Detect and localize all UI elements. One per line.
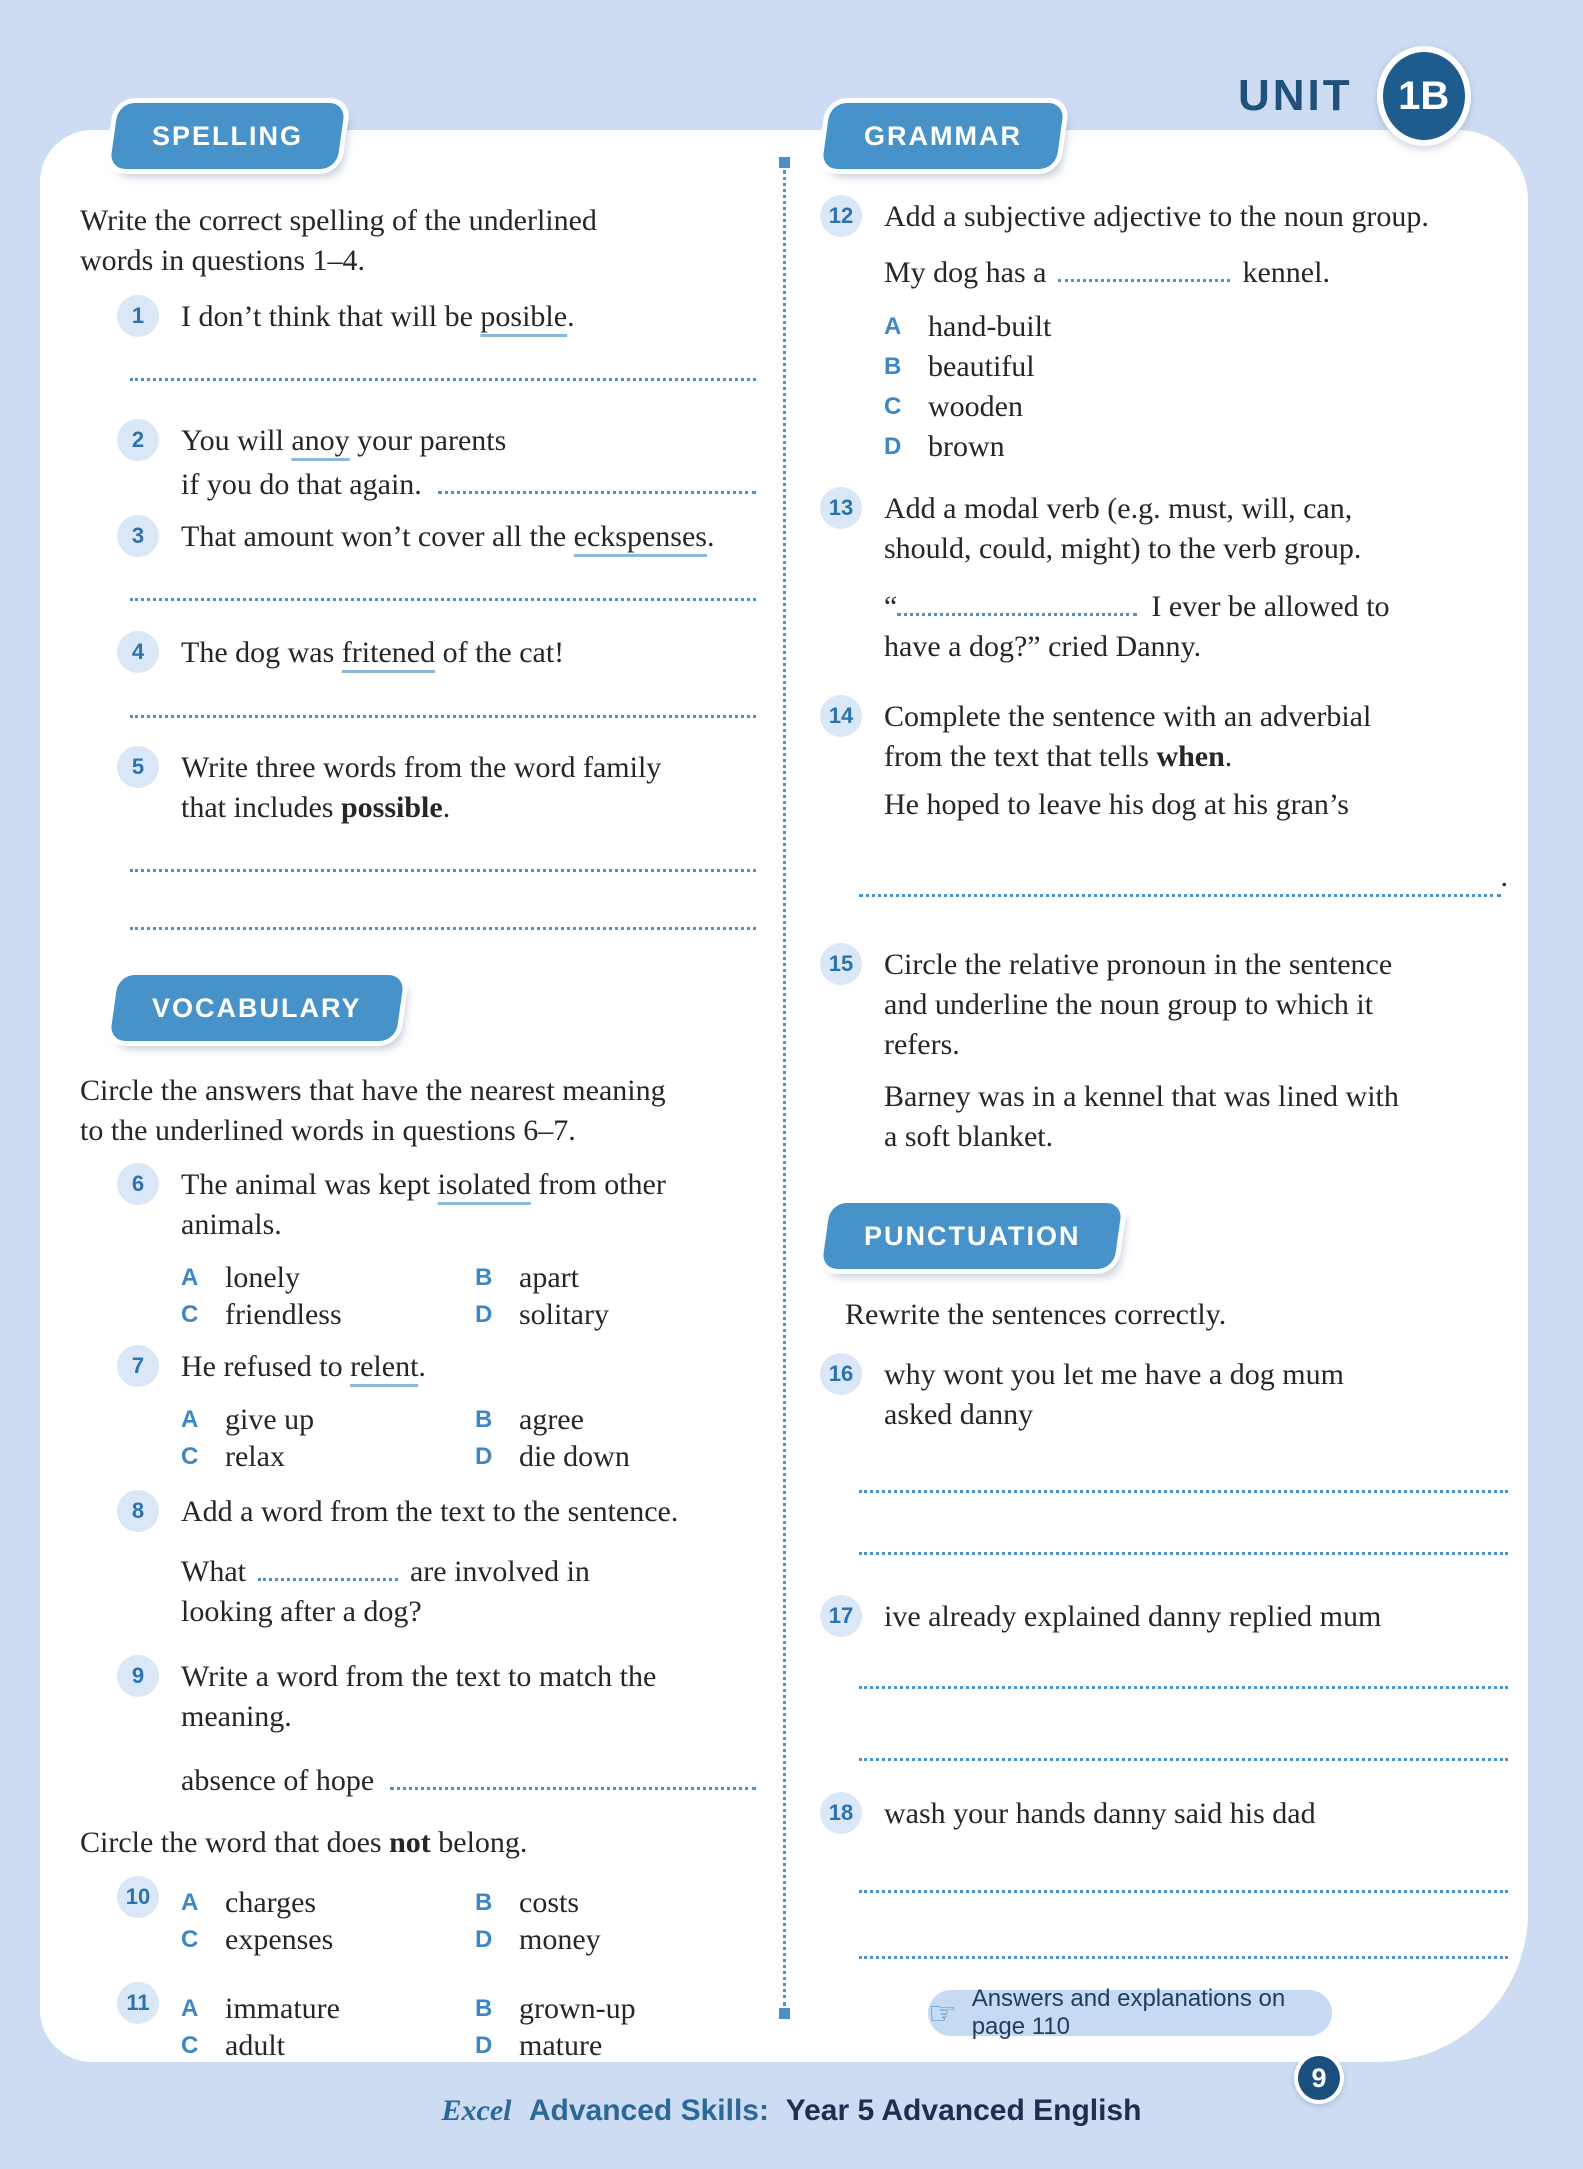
option-letter: B xyxy=(475,1995,493,2022)
option-text: beautiful xyxy=(928,350,1035,383)
punctuation-instruction: Rewrite the sentences correctly. xyxy=(845,1298,1227,1331)
answer-line xyxy=(859,1487,1508,1493)
option-letter: A xyxy=(181,1995,199,2022)
option-text: agree xyxy=(519,1403,584,1436)
option-letter: C xyxy=(181,1926,199,1953)
question-text: Complete the sentence with an adverbial xyxy=(884,700,1372,733)
option-a xyxy=(181,1884,475,1921)
question-number: 5 xyxy=(117,746,159,788)
answer-line xyxy=(859,1887,1508,1893)
question-number: 10 xyxy=(117,1876,159,1918)
question-text: ive already explained danny replied mum xyxy=(884,1600,1382,1633)
question-15: 15 Circle the relative pronoun in the sentence and underline the noun group to which it refers. Barney was in a kennel that was lined with a soft blanket. xyxy=(820,945,1508,1157)
brand-name: Excel xyxy=(441,2094,512,2127)
page-number-badge: 9 xyxy=(1294,2052,1344,2104)
question-text: Add a word from the text to the sentence. xyxy=(181,1495,679,1528)
option-text: hand-built xyxy=(928,310,1052,343)
option-d xyxy=(475,2027,756,2064)
question-number: 15 xyxy=(820,943,862,985)
question-number: 2 xyxy=(117,419,159,461)
option-text: charges xyxy=(225,1886,317,1919)
answer-blank xyxy=(438,461,756,494)
section-title: GRAMMAR xyxy=(864,121,1022,151)
question-number: 6 xyxy=(117,1163,159,1205)
underlined-word: anoy xyxy=(291,424,350,457)
answer-line xyxy=(130,595,756,601)
right-column xyxy=(820,103,1508,1959)
section-badge-punctuation-row xyxy=(826,1203,1508,1269)
section-badge-vocabulary xyxy=(109,975,404,1041)
option-text: costs xyxy=(519,1886,579,1919)
option-letter: B xyxy=(884,353,902,380)
answer-line xyxy=(859,1755,1508,1761)
question-number: 9 xyxy=(117,1655,159,1697)
option-text: apart xyxy=(519,1261,579,1294)
question-text: I don’t think that will be posible. xyxy=(181,300,575,333)
answer-line xyxy=(859,1683,1508,1689)
answers-note-text: Answers and explanations on page 110 xyxy=(971,1985,1286,2040)
option-text: lonely xyxy=(225,1261,300,1294)
underlined-word: posible xyxy=(480,300,568,333)
section-title: PUNCTUATION xyxy=(864,1221,1081,1251)
question-text: Circle the relative pronoun in the sentence xyxy=(884,948,1393,981)
answer-line xyxy=(130,924,756,930)
underlined-word: isolated xyxy=(437,1168,531,1201)
question-18 xyxy=(820,1794,1508,1959)
question-number: 12 xyxy=(820,195,862,237)
option-text: adult xyxy=(225,2029,285,2062)
book-title: Year 5 Advanced English xyxy=(785,2094,1142,2127)
option-text: expenses xyxy=(225,1923,334,1956)
question-number: 14 xyxy=(820,695,862,737)
option-d xyxy=(475,1438,756,1475)
options xyxy=(884,307,1508,467)
question-text: Add a modal verb (e.g. must, will, can, xyxy=(884,492,1353,525)
answer-blank xyxy=(390,1757,756,1790)
column-divider xyxy=(783,170,786,2006)
options xyxy=(181,1884,756,1958)
question-11 xyxy=(80,1984,756,2064)
question-text: He refused to relent. xyxy=(181,1350,426,1383)
option-b xyxy=(475,1884,756,1921)
unit-badge: 1B xyxy=(1377,46,1471,146)
question-7 xyxy=(80,1347,756,1475)
footer-credit xyxy=(0,2094,1583,2128)
option-b xyxy=(475,1259,756,1296)
option-letter: D xyxy=(475,2032,493,2059)
pointing-hand-icon: ☞ xyxy=(928,1994,957,2032)
question-number: 1 xyxy=(117,295,159,337)
section-badge-spelling-row xyxy=(114,103,756,169)
answer-line xyxy=(130,375,756,381)
option-b xyxy=(475,1990,756,2027)
underlined-word: relent xyxy=(350,1350,419,1383)
question-3 xyxy=(80,517,756,601)
options xyxy=(181,1259,756,1333)
underlined-word: eckspenses xyxy=(573,520,707,553)
section-badge-spelling xyxy=(109,103,345,169)
option-c xyxy=(181,1921,475,1958)
question-5: 5 Write three words from the word family that includes possible. xyxy=(80,748,756,930)
question-2: 2 You will anoy your parents if you do that again. xyxy=(80,421,756,505)
question-text: Write three words from the word family xyxy=(181,751,662,784)
option-text: die down xyxy=(519,1440,630,1473)
option-letter: C xyxy=(181,2032,199,2059)
question-1 xyxy=(80,297,756,381)
question-text: You will anoy your parents xyxy=(181,424,507,457)
question-number: 11 xyxy=(117,1982,159,2024)
sentence-text: Barney was in a kennel that was lined with a soft blanket. xyxy=(884,1080,1399,1153)
option-letter: C xyxy=(181,1301,199,1328)
section-badge-punctuation xyxy=(821,1203,1123,1269)
option-letter: D xyxy=(475,1301,493,1328)
question-9: 9 Write a word from the text to match the meaning. absence of hope xyxy=(80,1657,756,1801)
answer-blank xyxy=(258,1548,398,1581)
option-letter: A xyxy=(181,1889,199,1916)
question-text: Write a word from the text to match the xyxy=(181,1660,657,1693)
question-14: 14 Complete the sentence with an adverbial from the text that tells when. He hoped to leave his dog at his gran’s . xyxy=(820,697,1508,897)
question-number: 13 xyxy=(820,487,862,529)
option-text: immature xyxy=(225,1992,340,2025)
option-text: relax xyxy=(225,1440,285,1473)
option-text: give up xyxy=(225,1403,315,1436)
option-text: friendless xyxy=(225,1298,342,1331)
question-text: That amount won’t cover all the eckspenses. xyxy=(181,520,715,553)
option-text: wooden xyxy=(928,390,1023,423)
options xyxy=(181,1990,756,2064)
answer-line xyxy=(859,1953,1508,1959)
question-number: 8 xyxy=(117,1490,159,1532)
vocabulary-instruction: Circle the answers that have the nearest meaning to the underlined words in questions 6–7. xyxy=(80,1074,666,1147)
section-badge-grammar xyxy=(821,103,1064,169)
vocabulary-instruction-2: Circle the word that does not belong. xyxy=(80,1826,528,1859)
option-d xyxy=(884,427,1508,467)
option-a xyxy=(181,1259,475,1296)
underlined-word: fritened xyxy=(341,636,436,669)
option-letter: B xyxy=(475,1889,493,1916)
option-letter: A xyxy=(181,1406,199,1433)
option-letter: B xyxy=(475,1406,493,1433)
question-number: 7 xyxy=(117,1345,159,1387)
unit-label: UNIT xyxy=(1238,71,1353,120)
option-letter: A xyxy=(884,313,902,340)
question-8: 8 Add a word from the text to the sentence. What are involved in looking after a dog? xyxy=(80,1492,756,1632)
answer-line xyxy=(859,891,1501,897)
option-text: money xyxy=(519,1923,601,1956)
option-letter: B xyxy=(475,1264,493,1291)
question-12: 12 Add a subjective adjective to the noun group. My dog has a kennel. A hand-built B beautiful C wooden D brown xyxy=(820,197,1508,467)
option-letter: D xyxy=(884,433,902,460)
options xyxy=(181,1401,756,1475)
series-name: Advanced Skills: xyxy=(528,2094,769,2127)
option-d xyxy=(475,1296,756,1333)
question-number: 4 xyxy=(117,631,159,673)
section-title: SPELLING xyxy=(152,121,304,151)
sentence-text: He hoped to leave his dog at his gran’s xyxy=(884,788,1349,821)
answers-note xyxy=(928,1985,1332,2040)
option-letter: C xyxy=(181,1443,199,1470)
question-number: 17 xyxy=(820,1595,862,1637)
question-text: wash your hands danny said his dad xyxy=(884,1797,1316,1830)
question-17 xyxy=(820,1597,1508,1761)
option-letter: A xyxy=(181,1264,199,1291)
option-c xyxy=(181,1296,475,1333)
option-c xyxy=(181,2027,475,2064)
answer-blank xyxy=(1058,249,1230,282)
option-a xyxy=(181,1990,475,2027)
option-c xyxy=(181,1438,475,1475)
question-10 xyxy=(80,1878,756,1958)
question-6: 6 The animal was kept isolated from other animals. A lonely B apart C friendless D solitary xyxy=(80,1165,756,1333)
section-badge-grammar-row xyxy=(826,103,1508,169)
question-number: 16 xyxy=(820,1353,862,1395)
left-column xyxy=(80,103,756,2064)
question-text: The dog was fritened of the cat! xyxy=(181,636,565,669)
question-13: 13 Add a modal verb (e.g. must, will, can, should, could, might) to the verb group. “ I ever be allowed to have a dog?” cried Danny. xyxy=(820,489,1508,667)
section-title: VOCABULARY xyxy=(152,993,362,1023)
option-text: mature xyxy=(519,2029,603,2062)
question-16: 16 why wont you let me have a dog mum asked danny xyxy=(820,1355,1508,1555)
option-a xyxy=(884,307,1508,347)
option-b xyxy=(475,1401,756,1438)
question-4 xyxy=(80,633,756,718)
option-d xyxy=(475,1921,756,1958)
answer-blank xyxy=(897,583,1137,616)
question-text: why wont you let me have a dog mum xyxy=(884,1358,1344,1391)
question-text: The animal was kept isolated from other xyxy=(181,1168,666,1201)
option-text: brown xyxy=(928,430,1005,463)
spelling-instruction: Write the correct spelling of the underlined words in questions 1–4. xyxy=(80,204,597,277)
answer-line xyxy=(859,1549,1508,1555)
option-letter: D xyxy=(475,1443,493,1470)
question-number: 3 xyxy=(117,515,159,557)
question-number: 18 xyxy=(820,1792,862,1834)
answer-line xyxy=(130,866,756,872)
question-text: Add a subjective adjective to the noun group. xyxy=(884,200,1429,233)
section-badge-vocabulary-row xyxy=(114,975,756,1041)
option-a xyxy=(181,1401,475,1438)
option-b xyxy=(884,347,1508,387)
option-text: grown-up xyxy=(519,1992,636,2025)
option-c xyxy=(884,387,1508,427)
answer-line xyxy=(130,712,756,718)
option-text: solitary xyxy=(519,1298,609,1331)
option-letter: C xyxy=(884,393,902,420)
option-letter: D xyxy=(475,1926,493,1953)
